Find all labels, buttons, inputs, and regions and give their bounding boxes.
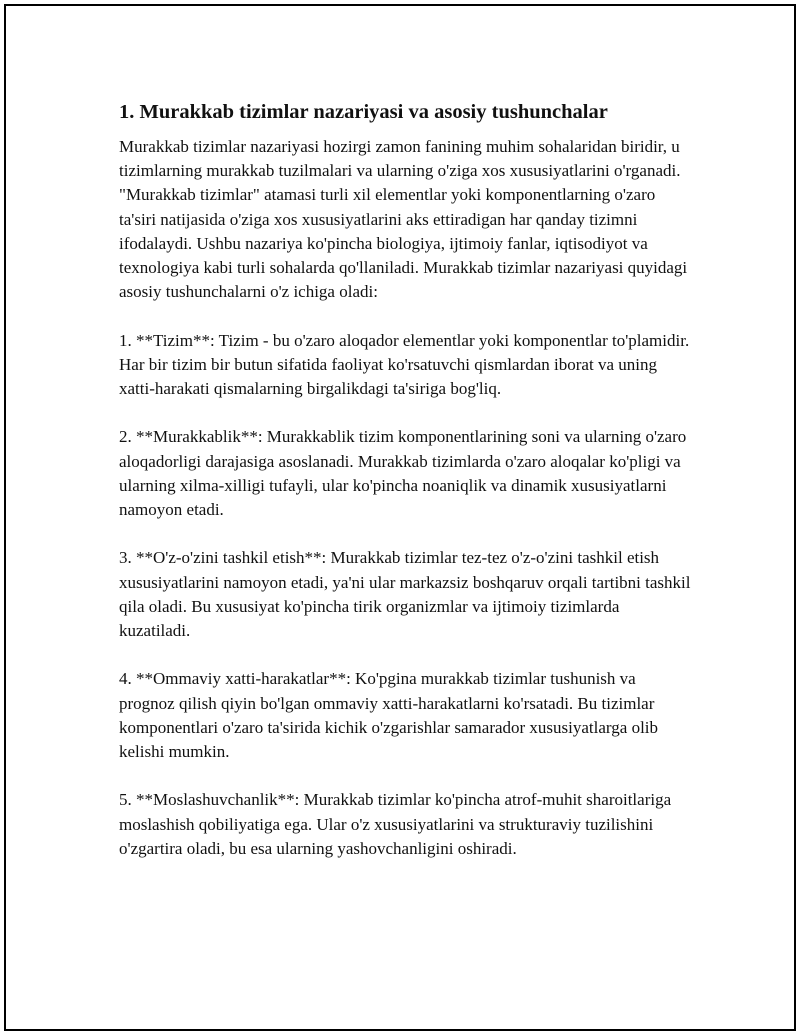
page-frame: [4, 4, 796, 1031]
concept-paragraph-ommaviy-xatti-harakatlar: 4. **Ommaviy xatti-harakatlar**: Ko'pgina murakkab tizimlar tushunish va prognoz qilish qiyin bo'lgan ommaviy xatti-harakatlarni ko'rsatadi. Bu tizimlar komponentlari o'zaro ta'sirida kichik o'zgarishlar samarador xususiyatlarga olib kelishi mumkin.: [119, 669, 659, 762]
concept-paragraph-murakkablik: 2. **Murakkablik**: Murakkablik tizim komponentlarining soni va ularning o'zaro aloqadorligi darajasiga asoslanadi. Murakkab tizimlarda o'zaro aloqalar ko'pligi va ularning xilma-xilligi tufayli, ular ko'pincha noaniqlik va dinamik xususiyatlarni namoyon etadi.: [119, 427, 687, 520]
document-heading: 1. Murakkab tizimlar nazariyasi va asosiy tushunchalar: [119, 101, 608, 123]
intro-paragraph: Murakkab tizimlar nazariyasi hozirgi zamon fanining muhim sohalaridan biridir, u tizimlarning murakkab tuzilmalari va ularning o'ziga xos xususiyatlarini o'rganadi. "Murakkab tizimlar" atamasi turli xil elementlar yoki komponentlarning o'zaro ta'siri natijasida o'ziga xos xususiyatlarini aks ettiradigan har qanday tizimni ifodalaydi. Ushbu nazariya ko'pincha biologiya, ijtimoiy fanlar, iqtisodiyot va texnologiya kabi turli sohalarda qo'llaniladi. Murakkab tizimlar nazariyasi quyidagi asosiy tushunchalarni o'z ichiga oladi:: [119, 137, 688, 302]
concept-paragraph-tizim: 1. **Tizim**: Tizim - bu o'zaro aloqador elementlar yoki komponentlar to'plamidir. Har bir tizim bir butun sifatida faoliyat ko'rsatuvchi qismlardan iborat va uning xatti-harakati qismalarning birgalikdagi ta'siriga bog'liq.: [119, 330, 690, 399]
concept-paragraph-moslashuvchanlik: 5. **Moslashuvchanlik**: Murakkab tizimlar ko'pincha atrof-muhit sharoitlariga moslashish qobiliyatiga ega. Ular o'z xususiyatlarini va strukturaviy tuzilishini o'zgartira oladi, bu esa ularning yashovchanligini oshiradi.: [119, 790, 672, 858]
concept-paragraph-ozini-tashkil-etish: 3. **O'z-o'zini tashkil etish**: Murakkab tizimlar tez-tez o'z-o'zini tashkil etish xususiyatlarini namoyon etadi, ya'ni ular markazsiz boshqaruv orqali tartibni tashkil qila oladi. Bu xususiyat ko'pincha tirik organizmlar va ijtimoiy tizimlarda kuzatiladi.: [119, 548, 691, 641]
document-body: [119, 98, 694, 885]
